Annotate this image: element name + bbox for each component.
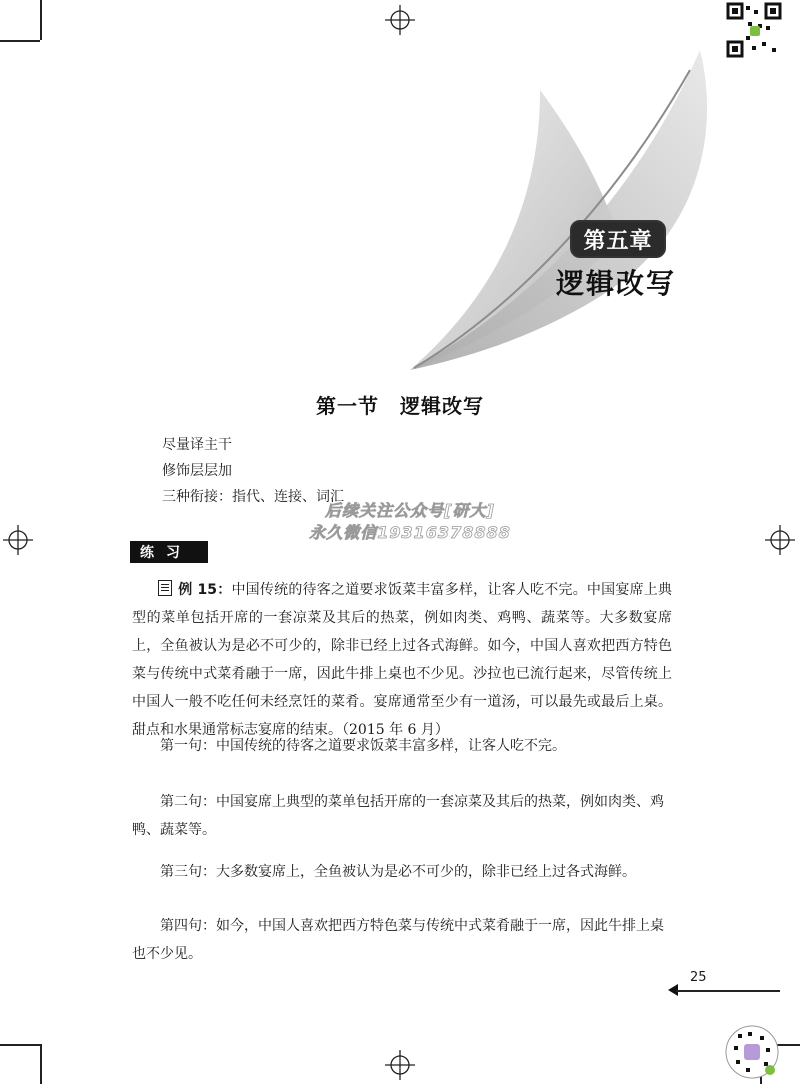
watermark	[300, 500, 520, 544]
crop-mark	[0, 1044, 40, 1046]
watermark-line: 永久微信19316378888	[309, 523, 511, 542]
key-points	[162, 432, 344, 510]
section-title: 第一节 逻辑改写	[316, 394, 484, 418]
example-paragraph	[132, 576, 672, 744]
example-label: 例 15：	[178, 582, 232, 598]
page-number: 25	[690, 970, 707, 985]
sentence-1: 第一句：中国传统的待客之道要求饭菜丰富多样，让客人吃不完。	[160, 738, 566, 754]
page-rule	[676, 990, 780, 992]
chapter-label: 第五章	[583, 228, 653, 254]
registration-mark-bottom	[385, 1050, 415, 1080]
sentence-3: 第三句：大多数宴席上，全鱼被认为是必不可少的，除非已经上过各式海鲜。	[160, 864, 636, 880]
chapter-title: 逻辑改写	[556, 267, 677, 300]
registration-mark-left	[3, 525, 33, 555]
sentence-4: 第四句：如今，中国人喜欢把西方特色菜与传统中式菜肴融于一席，因此牛排上桌也不少见。	[132, 918, 664, 962]
sentence-2: 第二句：中国宴席上典型的菜单包括开席的一套凉菜及其后的热菜，例如肉类、鸡鸭、蔬菜等。	[132, 794, 664, 838]
key-point: 尽量译主干	[162, 437, 232, 453]
crop-mark	[40, 1044, 42, 1084]
crop-mark	[40, 0, 42, 40]
document-icon	[158, 580, 172, 596]
watermark-line: 后续关注公众号[研大]	[325, 501, 495, 520]
registration-mark-right	[765, 525, 795, 555]
chapter-badge	[570, 220, 666, 258]
key-point: 修饰层层加	[162, 463, 232, 479]
qr-code-bottom	[724, 1024, 780, 1080]
key-point: 三种衔接：指代、连接、词汇	[162, 489, 344, 505]
practice-tag: 练习	[130, 541, 208, 563]
feather-illustration	[370, 10, 750, 380]
crop-mark	[0, 40, 40, 42]
example-text: 中国传统的待客之道要求饭菜丰富多样，让客人吃不完。中国宴席上典型的菜单包括开席的一套凉菜及其后的热菜，例如肉类、鸡鸭、蔬菜等。大多数宴席上，全鱼被认为是必不可少的，除非已经上过各式海鲜。如今，中国人喜欢把西方特色菜与传统中式菜肴融于一席，因此牛排上桌也不少见。沙拉也已流行起来，尽管传统上中国人一般不吃任何未经烹饪的菜肴。宴席通常至少有一道汤，可以最先或最后上桌。甜点和水果通常标志宴席的结束。（2015 年 6 月）	[132, 582, 673, 738]
